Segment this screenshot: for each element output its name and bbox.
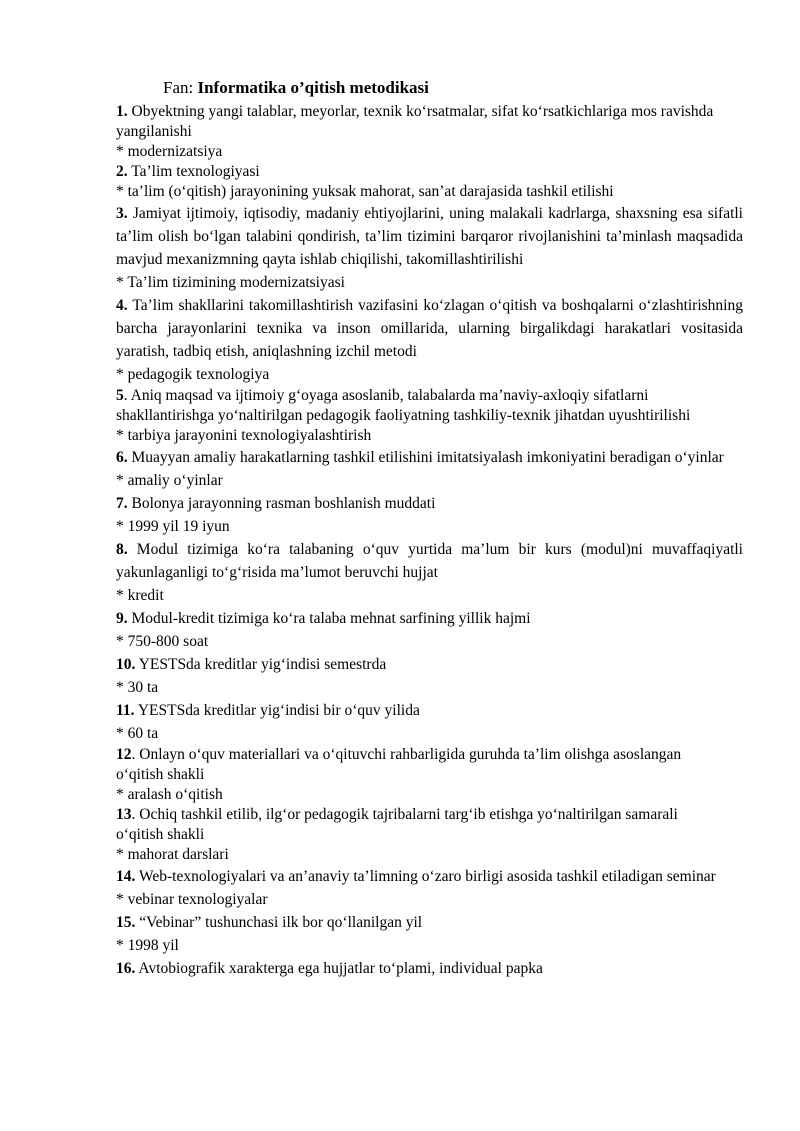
question-text: Modul tizimiga ko‘ra talabaning o‘quv yurtida ma’lum bir kurs (modul)ni muvaffaqiyatli yakunlaganligi to‘g‘risida ma’lumot beruvchi hujjat xyxy=(116,541,743,581)
question-number: 14. xyxy=(116,868,136,885)
answer-10: * 30 ta xyxy=(116,679,159,696)
question-text: Ta’lim shakllarini takomillashtirish vazifasini ko‘zlagan o‘qitish va boshqalarni o‘zlashtirishning barcha jarayonlarini texnika va inson omillarida, ularning birgalikdagi harakatlari vositasida yaratish, tadbiq etish, aniqlashning izchil metodi xyxy=(116,297,743,360)
answer-14: * vebinar texnologiyalar xyxy=(116,891,268,908)
question-number: 11. xyxy=(116,702,135,719)
question-2 xyxy=(116,162,743,182)
question-text: Web-texnologiyalari va an’anaviy ta’limning o‘zaro birligi asosida tashkil etiladigan seminar xyxy=(138,868,716,885)
question-text: YESTSda kreditlar yig‘indisi bir o‘quv yilida xyxy=(137,702,420,719)
subject-title: Informatika o’qitish metodikasi xyxy=(197,78,429,97)
question-text: . Aniq maqsad va ijtimoiy g‘oyaga asoslanib, talabalarda ma’naviy-axloqiy sifatlarni shakllantirishga yo‘naltirilgan pedagogik faoliyatning tashkiliy-texnik jihatdan uyushtirilishi xyxy=(116,387,691,424)
question-text: Avtobiografik xarakterga ega hujjatlar to‘plami, individual papka xyxy=(138,960,543,977)
answer-15: * 1998 yil xyxy=(116,937,179,954)
question-text: Modul-kredit tizimiga ko‘ra talaba mehnat sarfining yillik hajmi xyxy=(131,610,531,627)
question-9 xyxy=(116,607,743,630)
question-list xyxy=(116,102,743,980)
answer-2: * ta’lim (o‘qitish) jarayonining yuksak mahorat, san’at darajasida tashkil etilishi xyxy=(116,183,614,200)
question-12 xyxy=(116,745,743,785)
question-number: 12 xyxy=(116,746,132,763)
question-number: 2. xyxy=(116,163,128,180)
answer-3: * Ta’lim tizimining modernizatsiyasi xyxy=(116,274,345,291)
question-15 xyxy=(116,911,743,934)
question-text: . Onlayn o‘quv materiallari va o‘qituvchi rahbarligida guruhda ta’lim olishga asoslangan o‘qitish shakli xyxy=(116,746,682,783)
question-number: 3. xyxy=(116,205,128,222)
question-number: 6. xyxy=(116,449,128,466)
question-number: 1. xyxy=(116,103,128,120)
question-number: 9. xyxy=(116,610,128,627)
answer-8: * kredit xyxy=(116,587,164,604)
question-number: 7. xyxy=(116,495,128,512)
answer-5: * tarbiya jarayonini texnologiyalashtirish xyxy=(116,427,372,444)
question-text: Ta’lim texnologiyasi xyxy=(131,163,260,180)
question-5 xyxy=(116,386,743,426)
answer-1: * modernizatsiya xyxy=(116,143,223,160)
question-number: 16. xyxy=(116,960,136,977)
answer-6: * amaliy o‘yinlar xyxy=(116,472,223,489)
question-text: Bolonya jarayonning rasman boshlanish muddati xyxy=(131,495,436,512)
answer-11: * 60 ta xyxy=(116,725,159,742)
question-text: YESTSda kreditlar yig‘indisi semestrda xyxy=(138,656,387,673)
question-number: 10. xyxy=(116,656,136,673)
question-number: 8. xyxy=(116,541,128,558)
question-10 xyxy=(116,653,743,676)
question-3 xyxy=(116,202,743,271)
question-text: Obyektning yangi talablar, meyorlar, texnik ko‘rsatmalar, sifat ko‘rsatkichlariga mos ravishda yangilanishi xyxy=(116,103,714,140)
question-text: Jamiyat ijtimoiy, iqtisodiy, madaniy ehtiyojlarini, uning malakali kadrlarga, shaxsning esa sifatli ta’lim olish bo‘lgan talabini qondirish, ta’lim tizimini barqaror rivojlanishini ta’minlash maqsadida mavjud mexanizmning qayta ishlab chiqilishi, takomillashtirilishi xyxy=(116,205,743,268)
document-heading xyxy=(163,78,429,98)
question-1 xyxy=(116,102,743,142)
question-number: 4. xyxy=(116,297,128,314)
question-8 xyxy=(116,538,743,584)
answer-9: * 750-800 soat xyxy=(116,633,209,650)
answer-12: * aralash o‘qitish xyxy=(116,786,223,803)
question-text: Muayyan amaliy harakatlarning tashkil etilishini imitatsiyalash imkoniyatini beradigan o‘yinlar xyxy=(131,449,724,466)
question-16 xyxy=(116,957,743,980)
answer-7: * 1999 yil 19 iyun xyxy=(116,518,230,535)
answer-4: * pedagogik texnologiya xyxy=(116,366,270,383)
question-text: “Vebinar” tushunchasi ilk bor qo‘llanilgan yil xyxy=(139,914,423,931)
question-6 xyxy=(116,446,743,469)
question-11 xyxy=(116,699,743,722)
question-4 xyxy=(116,294,743,363)
question-number: 15. xyxy=(116,914,136,931)
question-number: 5 xyxy=(116,387,124,404)
question-number: 13 xyxy=(116,806,132,823)
answer-13: * mahorat darslari xyxy=(116,846,229,863)
question-7 xyxy=(116,492,743,515)
question-text: . Ochiq tashkil etilib, ilg‘or pedagogik tajribalarni targ‘ib etishga yo‘naltirilgan samarali o‘qitish shakli xyxy=(116,806,678,843)
question-14 xyxy=(116,865,743,888)
subject-label: Fan: xyxy=(163,78,194,97)
question-13 xyxy=(116,805,743,845)
